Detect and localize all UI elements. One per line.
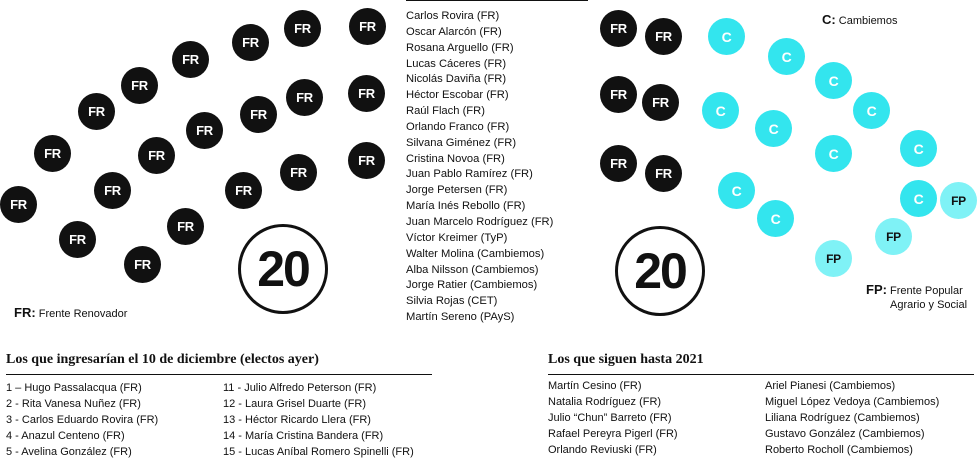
seat-fr: FR: [280, 154, 317, 191]
right-total-number: 20: [634, 243, 686, 299]
legend-fr: [14, 306, 127, 321]
seat-c: C: [900, 130, 937, 167]
seat-fr: FR: [0, 186, 37, 223]
legislator-name: Rosana Arguello (FR): [406, 41, 514, 54]
left-total-number: 20: [257, 241, 309, 297]
seat-fr: FR: [600, 10, 637, 47]
legislator-name: Víctor Kreimer (TyP): [406, 231, 508, 244]
list-item: 3 - Carlos Eduardo Rovira (FR): [6, 414, 159, 426]
list-item: 11 - Julio Alfredo Peterson (FR): [223, 382, 377, 394]
legend-fp-line2: Agrario y Social: [890, 299, 968, 311]
seat-c: C: [757, 200, 794, 237]
seat-fr: FR: [94, 172, 131, 209]
list-item: 1 – Hugo Passalacqua (FR): [6, 382, 142, 394]
legislator-name: Carlos Rovira (FR): [406, 10, 500, 22]
legislator-name: Jorge Petersen (FR): [406, 184, 508, 197]
seat-c: C: [718, 172, 755, 209]
legislator-name: Lucas Cáceres (FR): [406, 57, 507, 70]
seat-fr: FR: [59, 221, 96, 258]
seat-fr: FR: [349, 8, 386, 45]
seat-fr: FR: [240, 96, 277, 133]
seat-fp: FP: [815, 240, 852, 277]
legislator-name: Cristina Novoa (FR): [406, 152, 505, 165]
list-item: 14 - María Cristina Bandera (FR): [223, 430, 384, 442]
seat-c: C: [815, 135, 852, 172]
list-item: 15 - Lucas Aníbal Romero Spinelli (FR): [223, 446, 414, 458]
seat-fr: FR: [645, 155, 682, 192]
legislator-name: Héctor Escobar (FR): [406, 89, 509, 102]
seat-fp: FP: [940, 182, 977, 219]
seat-fr: FR: [167, 208, 204, 245]
seat-c: C: [755, 110, 792, 147]
legislator-name: Silvana Giménez (FR): [406, 136, 517, 149]
legend-fr-abbr: FR:: [14, 305, 36, 320]
list-item: Liliana Rodríguez (Cambiemos): [765, 412, 920, 424]
legislator-name: Alba Nilsson (Cambiemos): [406, 263, 539, 276]
siguen-rule: [548, 374, 974, 375]
list-item: Natalia Rodríguez (FR): [548, 396, 662, 408]
legislator-name: Jorge Ratier (Cambiemos): [406, 279, 538, 292]
siguen-column-2: [765, 378, 939, 458]
seat-fr: FR: [348, 75, 385, 112]
legend-fp-line1: Frente Popular: [890, 285, 963, 297]
seat-fp: FP: [875, 218, 912, 255]
legislator-name: Walter Molina (Cambiemos): [406, 247, 545, 260]
right-hemicycle: [590, 0, 980, 330]
seat-c: C: [815, 62, 852, 99]
seat-fr: FR: [172, 41, 209, 78]
legislator-name: Nicolás Daviña (FR): [406, 73, 507, 86]
ingresarian-title: Los que ingresarían el 10 de diciembre (electos ayer): [6, 352, 319, 367]
legend-c-text: Cambiemos: [838, 15, 898, 27]
seat-fr: FR: [138, 137, 175, 174]
seat-fr: FR: [284, 10, 321, 47]
seat-fr: FR: [232, 24, 269, 61]
legend-c-abbr: C:: [822, 12, 836, 27]
left-hemicycle: [0, 0, 400, 330]
legislator-name: Silvia Rojas (CET): [406, 295, 498, 308]
list-item: Rafael Pereyra Pigerl (FR): [548, 428, 678, 440]
list-item: Miguel López Vedoya (Cambiemos): [765, 396, 940, 408]
seat-fr: FR: [124, 246, 161, 283]
list-item: Orlando Reviuski (FR): [548, 444, 657, 456]
legend-c: [822, 13, 897, 28]
list-item: 13 - Héctor Ricardo Llera (FR): [223, 414, 371, 426]
list-item: 12 - Laura Grisel Duarte (FR): [223, 398, 367, 410]
seat-fr: FR: [34, 135, 71, 172]
seat-fr: FR: [286, 79, 323, 116]
list-item: Martín Cesino (FR): [548, 380, 642, 392]
legislator-name: Raúl Flach (FR): [406, 105, 485, 118]
list-item: 4 - Anazul Centeno (FR): [6, 430, 125, 442]
legend-fp-abbr: FP:: [866, 282, 887, 297]
seat-fr: FR: [121, 67, 158, 104]
seat-fr: FR: [600, 145, 637, 182]
legislator-name: Juan Marcelo Rodríguez (FR): [406, 215, 554, 228]
ingresarian-column-1: [6, 380, 158, 460]
list-item: Gustavo González (Cambiemos): [765, 428, 925, 440]
seat-c: C: [768, 38, 805, 75]
list-item: 5 - Avelina González (FR): [6, 446, 132, 458]
seat-fr: FR: [225, 172, 262, 209]
legend-fr-text: Frente Renovador: [38, 308, 128, 320]
seat-fr: FR: [78, 93, 115, 130]
list-item: Ariel Pianesi (Cambiemos): [765, 380, 896, 392]
seat-c: C: [702, 92, 739, 129]
legislator-name: Orlando Franco (FR): [406, 120, 510, 133]
list-item: 2 - Rita Vanesa Nuñez (FR): [6, 398, 141, 410]
seat-fr: FR: [600, 76, 637, 113]
right-total-circle: [615, 226, 705, 316]
siguen-title: Los que siguen hasta 2021: [548, 352, 704, 367]
legislator-name: Juan Pablo Ramírez (FR): [406, 168, 533, 181]
seat-c: C: [853, 92, 890, 129]
legislator-name: Oscar Alarcón (FR): [406, 25, 502, 38]
list-item: Julio “Chun” Barreto (FR): [548, 412, 672, 424]
left-total-circle: [238, 224, 328, 314]
ingresarian-rule: [6, 374, 432, 375]
seat-c: C: [900, 180, 937, 217]
seat-fr: FR: [645, 18, 682, 55]
legend-fp: [866, 283, 967, 312]
current-legislators-list: [406, 0, 588, 326]
seat-fr: FR: [642, 84, 679, 121]
legislator-name: María Inés Rebollo (FR): [406, 200, 526, 213]
siguen-column-1: [548, 378, 678, 458]
list-item: Roberto Rocholl (Cambiemos): [765, 444, 913, 456]
legislator-name: Martín Sereno (PAyS): [406, 311, 515, 324]
seat-fr: FR: [348, 142, 385, 179]
ingresarian-column-2: [223, 380, 414, 460]
seat-c: C: [708, 18, 745, 55]
seat-fr: FR: [186, 112, 223, 149]
